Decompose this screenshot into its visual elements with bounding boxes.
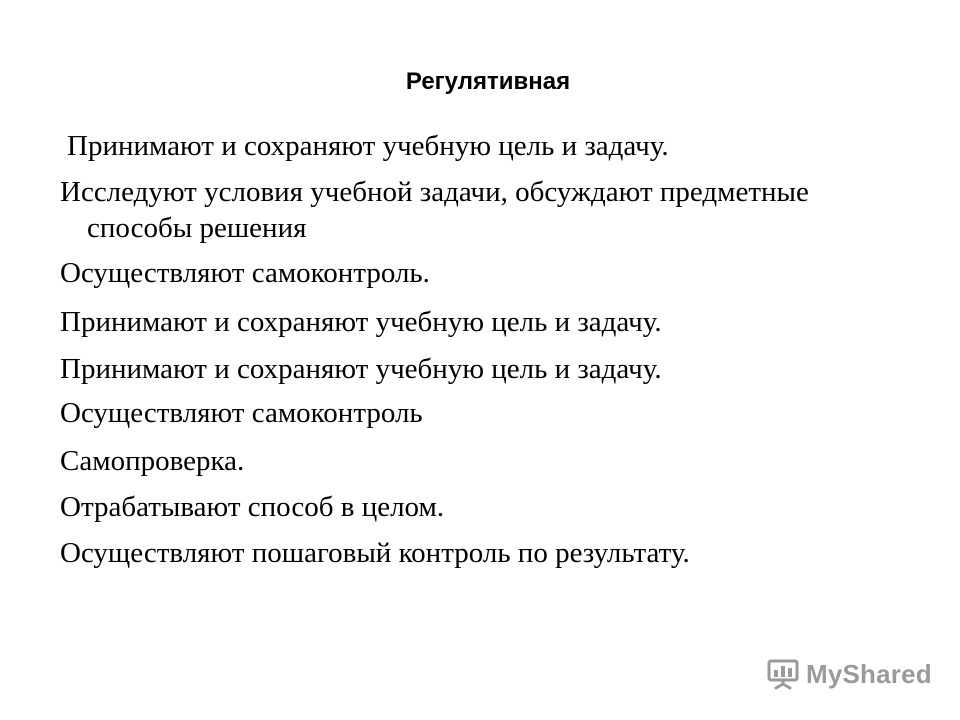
text-line: Отрабатывают способ в целом. bbox=[60, 491, 445, 523]
text-line: Самопроверка. bbox=[60, 445, 245, 477]
watermark bbox=[766, 652, 932, 696]
watermark-text: MyShared bbox=[806, 658, 932, 689]
slide-title: Регулятивная bbox=[405, 68, 571, 95]
text-line: Принимают и сохраняют учебную цель и задачу. bbox=[60, 306, 662, 338]
presentation-board-icon bbox=[766, 658, 800, 690]
text-line: Осуществляют пошаговый контроль по результату. bbox=[60, 537, 690, 569]
text-line: Принимают и сохраняют учебную цель и задачу. bbox=[60, 353, 662, 385]
text-line: Исследуют условия учебной задачи, обсуждают предметные bbox=[60, 176, 809, 208]
text-line-continuation: способы решения bbox=[87, 212, 307, 244]
text-line: Осуществляют самоконтроль. bbox=[60, 257, 430, 289]
text-line: Осуществляют самоконтроль bbox=[60, 397, 423, 429]
text-line: Принимают и сохраняют учебную цель и задачу. bbox=[67, 130, 669, 162]
